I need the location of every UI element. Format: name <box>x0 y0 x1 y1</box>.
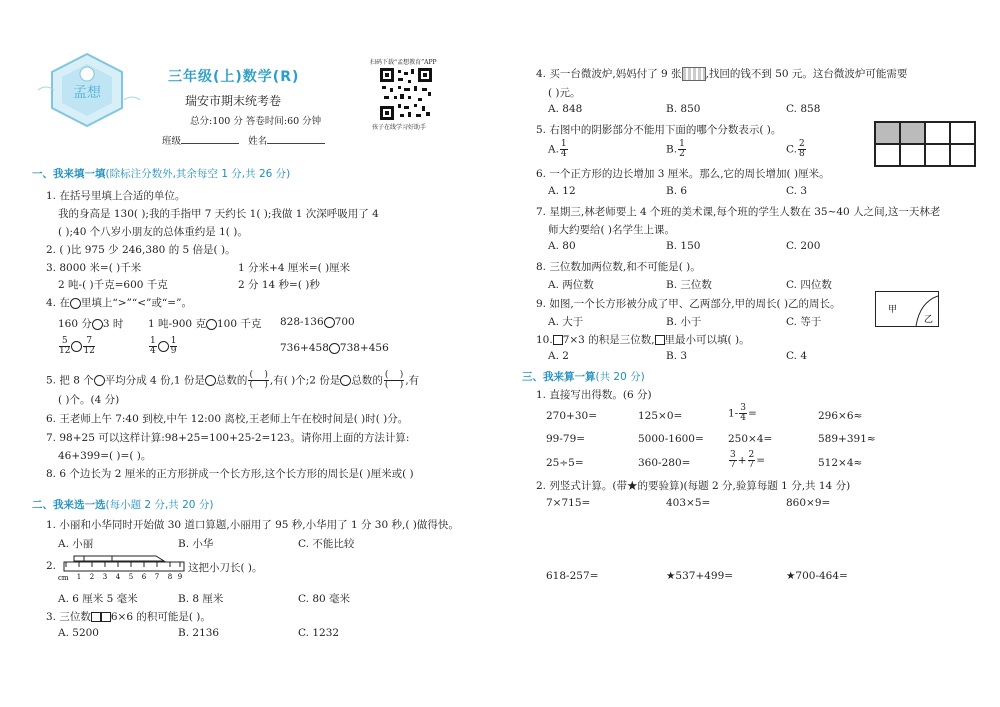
r-q10-c: 里最小可以填( )。 <box>664 334 750 346</box>
r-q6-option-b[interactable]: B. 6 <box>666 185 688 197</box>
ruler-tick: 6 <box>141 573 147 581</box>
blank-fraction[interactable]: $\frac{( )}{( )}$ <box>249 370 268 390</box>
qr-caption-top: 扫码下载“孟想教育”APP <box>370 59 437 66</box>
c3-b: 6×6 的积可能是( )。 <box>110 611 211 623</box>
square-blank <box>91 612 101 622</box>
ruler-with-knife-figure <box>56 552 186 582</box>
q5-b: 平均分成 4 份,1 份是 <box>104 374 205 387</box>
calc-item[interactable]: 99-79= <box>546 433 586 445</box>
q4-r2c <box>280 342 389 354</box>
q4-r1a-right: 3 时 <box>102 318 124 330</box>
r-q10-b: 7×3 的积是三位数, <box>562 334 655 346</box>
numerator: 1 <box>560 139 567 149</box>
q8: 8. 6 个边长为 2 厘米的正方形拼成一个长方形,这个长方形的周长是( )厘米或( ) <box>46 468 414 480</box>
c3-option-a[interactable]: A. 5200 <box>58 627 99 639</box>
c3-a: 3. 三位数 <box>46 611 91 623</box>
q5-f: ,有 <box>405 374 420 387</box>
q5-line <box>46 371 419 390</box>
c2-option-c[interactable]: C. 80 毫米 <box>298 593 351 605</box>
calc-item[interactable]: $\frac{3}{7}$ + $\frac{2}{7}$ = <box>730 450 766 470</box>
ruler-tick: 7 <box>154 573 160 581</box>
ruler-tick: 8 <box>167 573 173 581</box>
r-q7-a: 7. 星期三,林老师要上 4 个班的美术课,每个班的学生人数在 35~40 人之间,这一天林老 <box>536 206 941 218</box>
compare-circle[interactable] <box>158 341 169 352</box>
section-2-title: 二、我来选一选 <box>32 499 106 511</box>
fraction-3-4: $\frac{3}{4}$ <box>740 403 746 423</box>
r-q8-option-b[interactable]: B. 三位数 <box>666 279 712 291</box>
calc-item[interactable]: 589+391≈ <box>818 433 876 445</box>
class-label: 班级 <box>162 136 182 147</box>
q3-a1: 3. 8000 米=( )千米 <box>46 262 142 274</box>
ruler-tick: 5 <box>128 573 134 581</box>
q5-c: 总数的 <box>215 374 248 387</box>
r-q6: 6. 一个正方形的边长增加 3 厘米。那么,它的周长增加( )厘米。 <box>536 168 830 180</box>
ruler-unit: cm <box>58 574 69 582</box>
fraction-1-4: $\frac{1}{4}$ <box>150 336 156 356</box>
section-3-heading <box>522 369 645 384</box>
c2-option-b[interactable]: B. 8 厘米 <box>178 593 224 605</box>
denominator: 8 <box>799 149 805 159</box>
q4-stem-b: 里填上“>”“<”或“=”。 <box>80 297 192 309</box>
c2-number: 2. <box>46 560 57 572</box>
r-q5-option-a[interactable] <box>548 140 569 159</box>
r-q4-a: 4. 买一台微波炉,妈妈付了 9 张 <box>536 68 682 80</box>
q4-r1c <box>280 316 355 328</box>
ruler-tick: 4 <box>115 573 121 581</box>
r-q10-option-b[interactable]: B. 3 <box>666 350 688 362</box>
c3-option-b[interactable]: B. 2136 <box>178 627 220 639</box>
r-q10-num: 10. <box>536 334 553 346</box>
c2: 这把小刀长( )。 <box>188 562 263 574</box>
r-q9-option-c[interactable]: C. 等于 <box>786 316 822 328</box>
q4-stem-a: 4. 在 <box>46 297 70 309</box>
fraction <box>798 140 806 159</box>
r-q7-option-b[interactable]: B. 150 <box>666 240 701 252</box>
vertical-calc-item[interactable]: 618-257= <box>546 570 599 582</box>
calc-item[interactable]: 1- $\frac{3}{4}$ = <box>728 403 757 423</box>
s2: 2. 列竖式计算。(带★的要验算)(每题 2 分,验算每题 1 分,共 14 分) <box>536 480 851 492</box>
r-q4-c: ( )元。 <box>548 87 581 99</box>
compare-circle[interactable] <box>329 343 340 354</box>
c3-option-c[interactable]: C. 1232 <box>298 627 340 639</box>
r-q4-option-c[interactable]: C. 858 <box>786 103 821 115</box>
compare-circle[interactable] <box>71 341 82 352</box>
ruler-tick: 1 <box>76 573 82 581</box>
vertical-calc-item[interactable]: 403×5= <box>666 497 711 509</box>
exam-subtitle: 瑞安市期末统考卷 <box>185 94 282 108</box>
q4-r2c-right: 738+456 <box>339 342 389 354</box>
ruler-tick: 9 <box>177 573 183 581</box>
q6: 6. 王老师上午 7:40 到校,中午 12:00 离校,王老师上午在校时间是( )时( )分。 <box>46 413 409 425</box>
svg-text:孟想: 孟想 <box>73 85 101 101</box>
q1-line-a: 我的身高是 130( );我的手指甲 7 天约长 1( );我做 1 次深呼吸用了 4 <box>58 208 379 220</box>
denominator: 4 <box>560 149 567 159</box>
calc-item[interactable]: 360-280= <box>638 457 691 469</box>
compare-circle[interactable] <box>324 317 335 328</box>
r-q5: 5. 右图中的阴影部分不能用下面的哪个分数表示( )。 <box>536 124 782 136</box>
blank-fraction[interactable]: $\frac{( )}{( )}$ <box>384 370 404 390</box>
section-3-note: (共 20 分) <box>595 371 645 383</box>
option-letter: C. <box>786 143 797 156</box>
calc-item[interactable]: 270+30= <box>546 410 597 422</box>
q1-line-b: ( );40 个八岁小朋友的总体重约是 1( )。 <box>58 226 248 238</box>
r-q5-option-b[interactable] <box>666 140 687 159</box>
calc-prefix: 1- <box>728 407 739 420</box>
q5-a: 5. 把 8 个 <box>46 374 94 387</box>
fraction-3-7: $\frac{3}{7}$ <box>730 450 736 470</box>
option-letter: A. <box>548 143 559 156</box>
c3 <box>46 609 211 624</box>
r-q10 <box>536 332 750 347</box>
q3-b2: 2 分 14 秒=( )秒 <box>238 279 320 291</box>
compare-circle[interactable] <box>206 319 217 330</box>
r-q9-option-b[interactable]: B. 小于 <box>666 316 702 328</box>
vertical-calc-item[interactable]: ★700-464= <box>786 570 848 582</box>
qr-code[interactable] <box>378 66 434 122</box>
ruler-tick: 2 <box>89 573 95 581</box>
c1: 1. 小丽和小华同时开始做 30 道口算题,小丽用了 95 秒,小华用了 1 分 30 秒,( )做得快。 <box>46 519 459 531</box>
fraction-5-12: $\frac{5}{12}$ <box>59 336 71 356</box>
q4-r2c-left: 736+458 <box>280 342 329 354</box>
s1: 1. 直接写出得数。(6 分) <box>536 389 652 401</box>
r-q6-option-a[interactable]: A. 12 <box>548 185 576 197</box>
fraction <box>678 140 686 159</box>
section-2-note: (每小题 2 分,共 20 分) <box>105 499 214 511</box>
region-jia-label: 甲 <box>888 305 898 315</box>
q5-g: ( )个。(4 分) <box>58 394 120 406</box>
section-1-title: 一、我来填一填 <box>32 168 106 180</box>
r-q7-option-a[interactable]: A. 80 <box>548 240 576 252</box>
r-q7-b: 师大约要给( )名学生上课。 <box>548 224 676 236</box>
qr-caption-bottom: 孩子在线学习好助手 <box>372 124 427 131</box>
fraction-7-12: $\frac{7}{12}$ <box>83 336 95 356</box>
section-2-heading <box>32 497 213 512</box>
option-letter: B. <box>666 143 678 156</box>
numerator: 2 <box>799 139 805 149</box>
r-q9: 9. 如图,一个长方形被分成了甲、乙两部分,甲的周长( )乙的周长。 <box>536 298 841 310</box>
r-q8: 8. 三位数加两位数,和不可能是( )。 <box>536 261 701 273</box>
denominator: 2 <box>679 149 685 159</box>
q7-b: 46+399=( )=( )。 <box>58 450 152 462</box>
class-blank[interactable] <box>181 133 239 144</box>
calc-item[interactable]: 25÷5= <box>546 457 584 469</box>
region-yi-label: 乙 <box>924 315 934 325</box>
fraction <box>560 140 568 159</box>
r-q10-option-c[interactable]: C. 4 <box>786 350 808 362</box>
r-q4-line-a <box>536 66 907 81</box>
r-q4-option-b[interactable]: B. 850 <box>666 103 701 115</box>
section-3-title: 三、我来算一算 <box>522 371 596 383</box>
fraction-2-7: $\frac{2}{7}$ <box>748 450 755 470</box>
banknote-icon <box>682 67 706 81</box>
rectangle-split-figure <box>875 291 939 327</box>
q5-d: ,有( )个;2 份是 <box>269 374 341 387</box>
q4-r1a-left: 160 分 <box>58 318 92 330</box>
r-q8-option-c[interactable]: C. 四位数 <box>786 279 832 291</box>
q1-stem: 1. 在括号里填上合适的单位。 <box>46 190 186 202</box>
c1-option-c[interactable]: C. 不能比较 <box>298 538 355 550</box>
q3-b1: 2 吨-( )千克=600 千克 <box>58 279 168 291</box>
r-q7-option-c[interactable]: C. 200 <box>786 240 821 252</box>
r-q4-b: ,找回的钱不到 50 元。这台微波炉可能需要 <box>705 68 908 80</box>
calc-item[interactable]: 250×4= <box>728 433 773 445</box>
vertical-calc-item[interactable]: ★537+499= <box>666 570 734 582</box>
numerator: 1 <box>679 139 685 149</box>
calc-item[interactable]: 512×4≈ <box>818 457 863 469</box>
r-q8-option-a[interactable]: A. 两位数 <box>548 279 594 291</box>
c2-option-a[interactable]: A. 6 厘米 5 毫米 <box>58 593 138 605</box>
vertical-calc-item[interactable]: 7×715= <box>546 497 591 509</box>
publisher-logo <box>28 50 146 128</box>
exam-meta: 总分:100 分 答卷时间:60 分钟 <box>190 116 322 127</box>
r-q10-option-a[interactable]: A. 2 <box>548 350 569 362</box>
q4-r1b-right: 100 千克 <box>216 318 262 330</box>
q4-r1a <box>58 316 123 331</box>
vertical-calc-item[interactable]: 860×9= <box>786 497 831 509</box>
q4-r1b <box>148 316 261 331</box>
circle-icon <box>205 375 216 386</box>
q4-r1c-left: 828-136 <box>280 316 324 328</box>
q4-r2b <box>148 337 178 356</box>
circle-icon <box>340 375 351 386</box>
class-name-line <box>162 133 325 147</box>
square-blank <box>655 335 665 345</box>
calc-item[interactable]: 5000-1600= <box>638 433 704 445</box>
c1-option-b[interactable]: B. 小华 <box>178 538 214 550</box>
circle-icon <box>70 298 81 309</box>
r-q6-option-c[interactable]: C. 3 <box>786 185 808 197</box>
q4-stem <box>46 295 192 310</box>
r-q9-option-a[interactable]: A. 大于 <box>548 316 584 328</box>
compare-circle[interactable] <box>92 319 103 330</box>
fraction-1-9: $\frac{1}{9}$ <box>170 336 177 356</box>
r-q4-option-a[interactable]: A. 848 <box>548 103 583 115</box>
name-blank[interactable] <box>267 133 325 144</box>
square-blank <box>553 335 563 345</box>
q5-e: 总数的 <box>351 374 383 387</box>
q4-r1b-left: 1 吨-900 克 <box>148 318 206 330</box>
name-label: 姓名 <box>248 136 268 147</box>
calc-item[interactable]: 296×6≈ <box>818 410 863 422</box>
circle-icon <box>94 375 105 386</box>
c1-option-a[interactable]: A. 小丽 <box>58 538 94 550</box>
q4-r2a <box>58 337 96 356</box>
q4-r1c-right: 700 <box>334 316 355 328</box>
ruler-tick: 3 <box>102 573 108 581</box>
q2: 2. ( )比 975 少 246,380 的 5 倍是( )。 <box>46 244 236 256</box>
section-1-note: (除标注分数外,其余每空 1 分,共 26 分) <box>105 168 291 180</box>
square-blank <box>101 612 111 622</box>
section-1-heading <box>32 166 290 181</box>
r-q5-option-c[interactable] <box>786 140 807 159</box>
q7: 7. 98+25 可以这样计算:98+25=100+25-2=123。请你用上面的方法计算: <box>46 432 410 444</box>
exam-title: 三年级(上)数学(R) <box>168 69 300 85</box>
calc-item[interactable]: 125×0= <box>638 410 683 422</box>
q3-a2: 1 分米+4 厘米=( )厘米 <box>238 262 351 274</box>
shaded-grid-figure <box>874 121 976 167</box>
